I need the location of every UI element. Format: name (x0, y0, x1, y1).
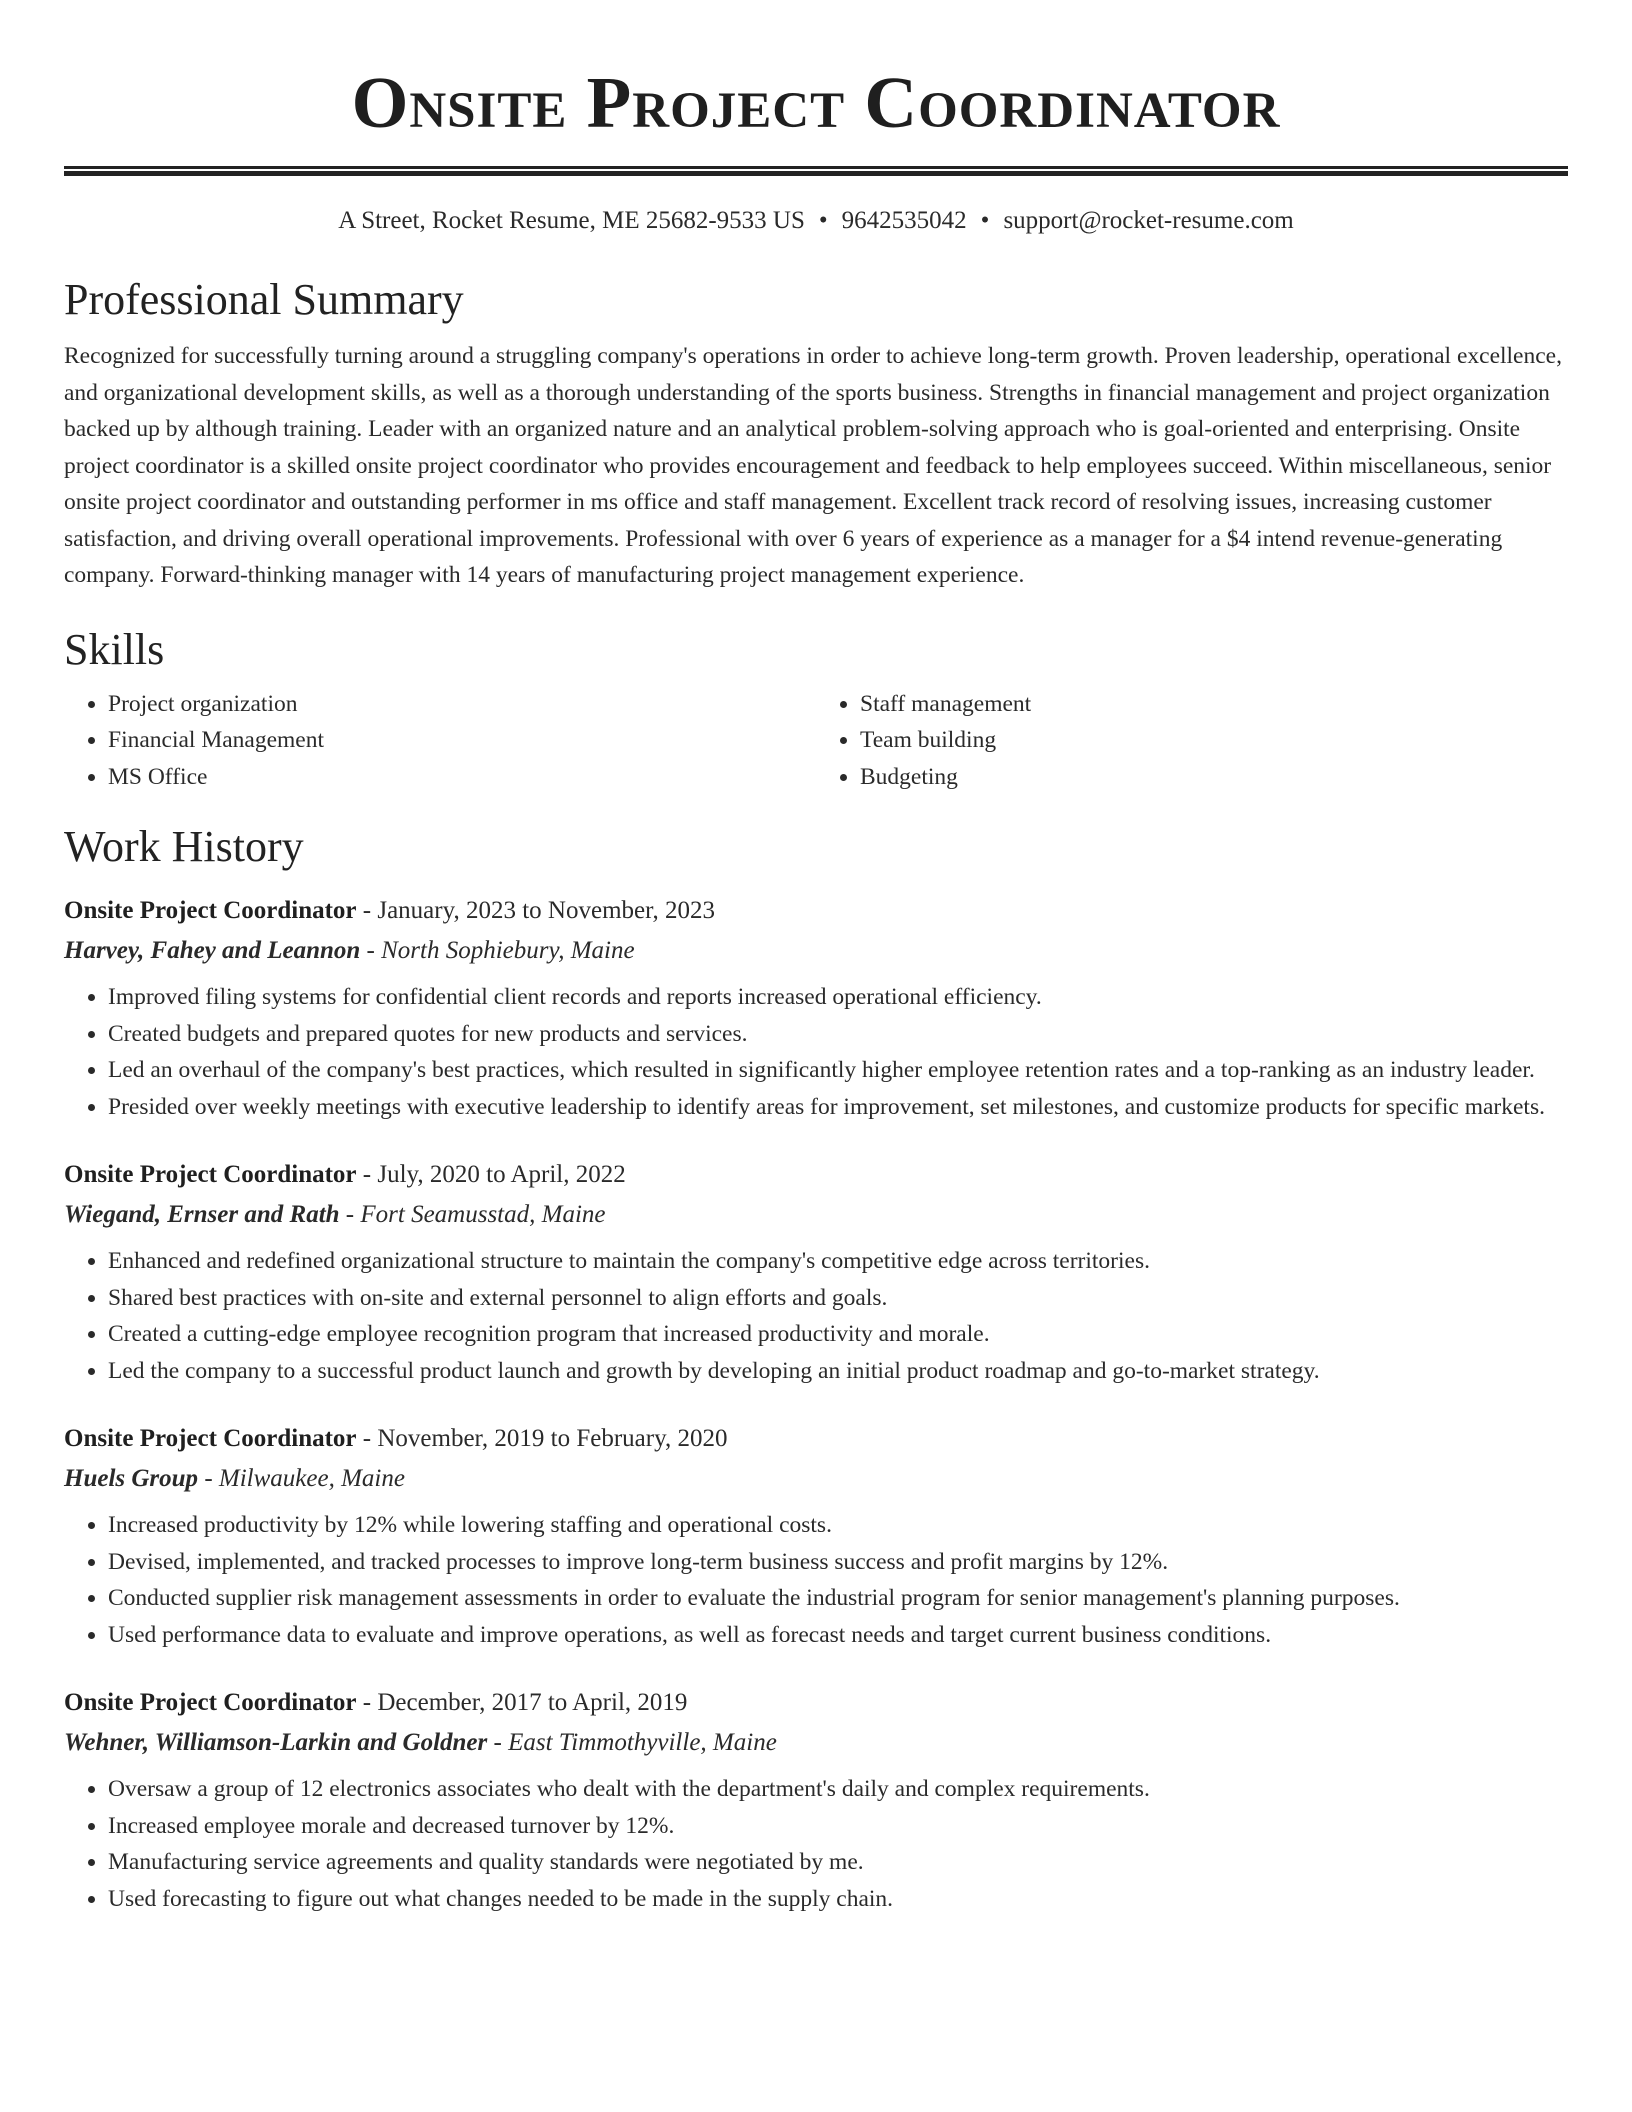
job-entry (64, 1155, 1568, 1389)
job-bullet: • Manufacturing service agreements and quality standards were negotiated by me. (108, 1844, 1568, 1881)
job-entry (64, 891, 1568, 1125)
job-dates: - December, 2017 to April, 2019 (356, 1689, 688, 1716)
company-location: - Fort Seamusstad, Maine (339, 1201, 606, 1228)
job-entry (64, 1419, 1568, 1653)
job-dates: - November, 2019 to February, 2020 (356, 1425, 728, 1452)
skill-item: • Budgeting (860, 759, 1568, 796)
job-dates: - January, 2023 to November, 2023 (356, 897, 715, 924)
job-title: Onsite Project Coordinator (64, 897, 357, 924)
job-bullet: • Created budgets and prepared quotes for new products and services. (108, 1016, 1568, 1053)
job-title-line (64, 1155, 1568, 1195)
job-bullet: • Used forecasting to figure out what changes needed to be made in the supply chain. (108, 1881, 1568, 1918)
job-bullet: • Conducted supplier risk management assessments in order to evaluate the industrial program for senior management's planning purposes. (108, 1580, 1568, 1617)
company-location: - North Sophiebury, Maine (360, 937, 635, 964)
skill-item: • Financial Management (108, 722, 816, 759)
contact-line (64, 204, 1568, 238)
resume-title: Onsite Project Coordinator (351, 62, 1281, 143)
skill-item: • Project organization (108, 686, 816, 723)
job-bullet: • Increased employee morale and decreased turnover by 12%. (108, 1808, 1568, 1845)
company-location: - East Timmothyville, Maine (487, 1729, 777, 1756)
job-bullet: • Presided over weekly meetings with executive leadership to identify areas for improvement, set milestones, and customize products for specific markets. (108, 1089, 1568, 1126)
company-name: Huels Group (64, 1465, 199, 1492)
job-entry (64, 1683, 1568, 1917)
contact-email: support@rocket-resume.com (1003, 207, 1294, 234)
job-bullet: • Led the company to a successful product launch and growth by developing an initial product roadmap and go-to-market strategy. (108, 1353, 1568, 1390)
job-bullet: • Oversaw a group of 12 electronics associates who dealt with the department's daily and complex requirements. (108, 1771, 1568, 1808)
company-location: - Milwaukee, Maine (198, 1465, 405, 1492)
job-bullet: • Created a cutting-edge employee recognition program that increased productivity and morale. (108, 1316, 1568, 1353)
job-title-line (64, 891, 1568, 931)
skills-column-left (64, 686, 816, 796)
contact-separator: • (818, 207, 828, 234)
company-line (64, 1723, 1568, 1763)
company-name: Wiegand, Ernser and Rath (64, 1201, 340, 1228)
job-title: Onsite Project Coordinator (64, 1425, 357, 1452)
skills-column-right (816, 686, 1568, 796)
job-bullet: • Improved filing systems for confidential client records and reports increased operational efficiency. (108, 979, 1568, 1016)
skill-item: • Team building (860, 722, 1568, 759)
job-title: Onsite Project Coordinator (64, 1161, 357, 1188)
company-name: Wehner, Williamson-Larkin and Goldner (64, 1729, 488, 1756)
job-bullets (64, 1771, 1568, 1917)
job-title-line (64, 1683, 1568, 1723)
job-bullets (64, 979, 1568, 1125)
summary-heading: Professional Summary (64, 275, 464, 324)
title-divider (64, 166, 1568, 176)
job-bullets (64, 1507, 1568, 1653)
summary-text: Recognized for successfully turning around a struggling company's operations in order to achieve long-term growth. Proven leadership, operational excellence, and organizational development skills, as well as a thorough understanding of the sports business. Strengths in financial management and project organization backed up by although training. Leader with an organized nature and an analytical problem-solving approach who is goal-oriented and enterprising. Onsite project coordinator is a skilled onsite project coordinator who provides encouragement and feedback to help employees succeed. Within miscellaneous, senior onsite project coordinator and outstanding performer in ms office and staff management. Excellent track record of resolving issues, increasing customer satisfaction, and driving overall operational improvements. Professional with over 6 years of experience as a manager for a $4 intend revenue-generating company. Forward-thinking manager with 14 years of manufacturing project management experience. (64, 343, 1562, 588)
job-dates: - July, 2020 to April, 2022 (356, 1161, 626, 1188)
job-bullet: • Used performance data to evaluate and improve operations, as well as forecast needs and target current business conditions. (108, 1617, 1568, 1654)
company-line (64, 1459, 1568, 1499)
job-title-line (64, 1419, 1568, 1459)
contact-separator: • (980, 207, 990, 234)
job-bullets (64, 1243, 1568, 1389)
skill-item: • Staff management (860, 686, 1568, 723)
company-line (64, 1195, 1568, 1235)
skills-heading: Skills (64, 624, 165, 674)
skills-list (64, 686, 1568, 796)
job-bullet: • Devised, implemented, and tracked processes to improve long-term business success and profit margins by 12%. (108, 1544, 1568, 1581)
job-bullet: • Led an overhaul of the company's best practices, which resulted in significantly higher employee retention rates and a top-ranking as an industry leader. (108, 1052, 1568, 1089)
contact-phone: 9642535042 (841, 207, 967, 234)
company-name: Harvey, Fahey and Leannon (64, 937, 361, 964)
job-title: Onsite Project Coordinator (64, 1689, 357, 1716)
skill-item: • MS Office (108, 759, 816, 796)
contact-address: A Street, Rocket Resume, ME 25682-9533 US (338, 207, 805, 234)
job-bullet: • Enhanced and redefined organizational structure to maintain the company's competitive edge across territories. (108, 1243, 1568, 1280)
job-bullet: • Shared best practices with on-site and external personnel to align efforts and goals. (108, 1280, 1568, 1317)
work-history-heading: Work History (64, 822, 304, 871)
company-line (64, 931, 1568, 971)
job-bullet: • Increased productivity by 12% while lowering staffing and operational costs. (108, 1507, 1568, 1544)
